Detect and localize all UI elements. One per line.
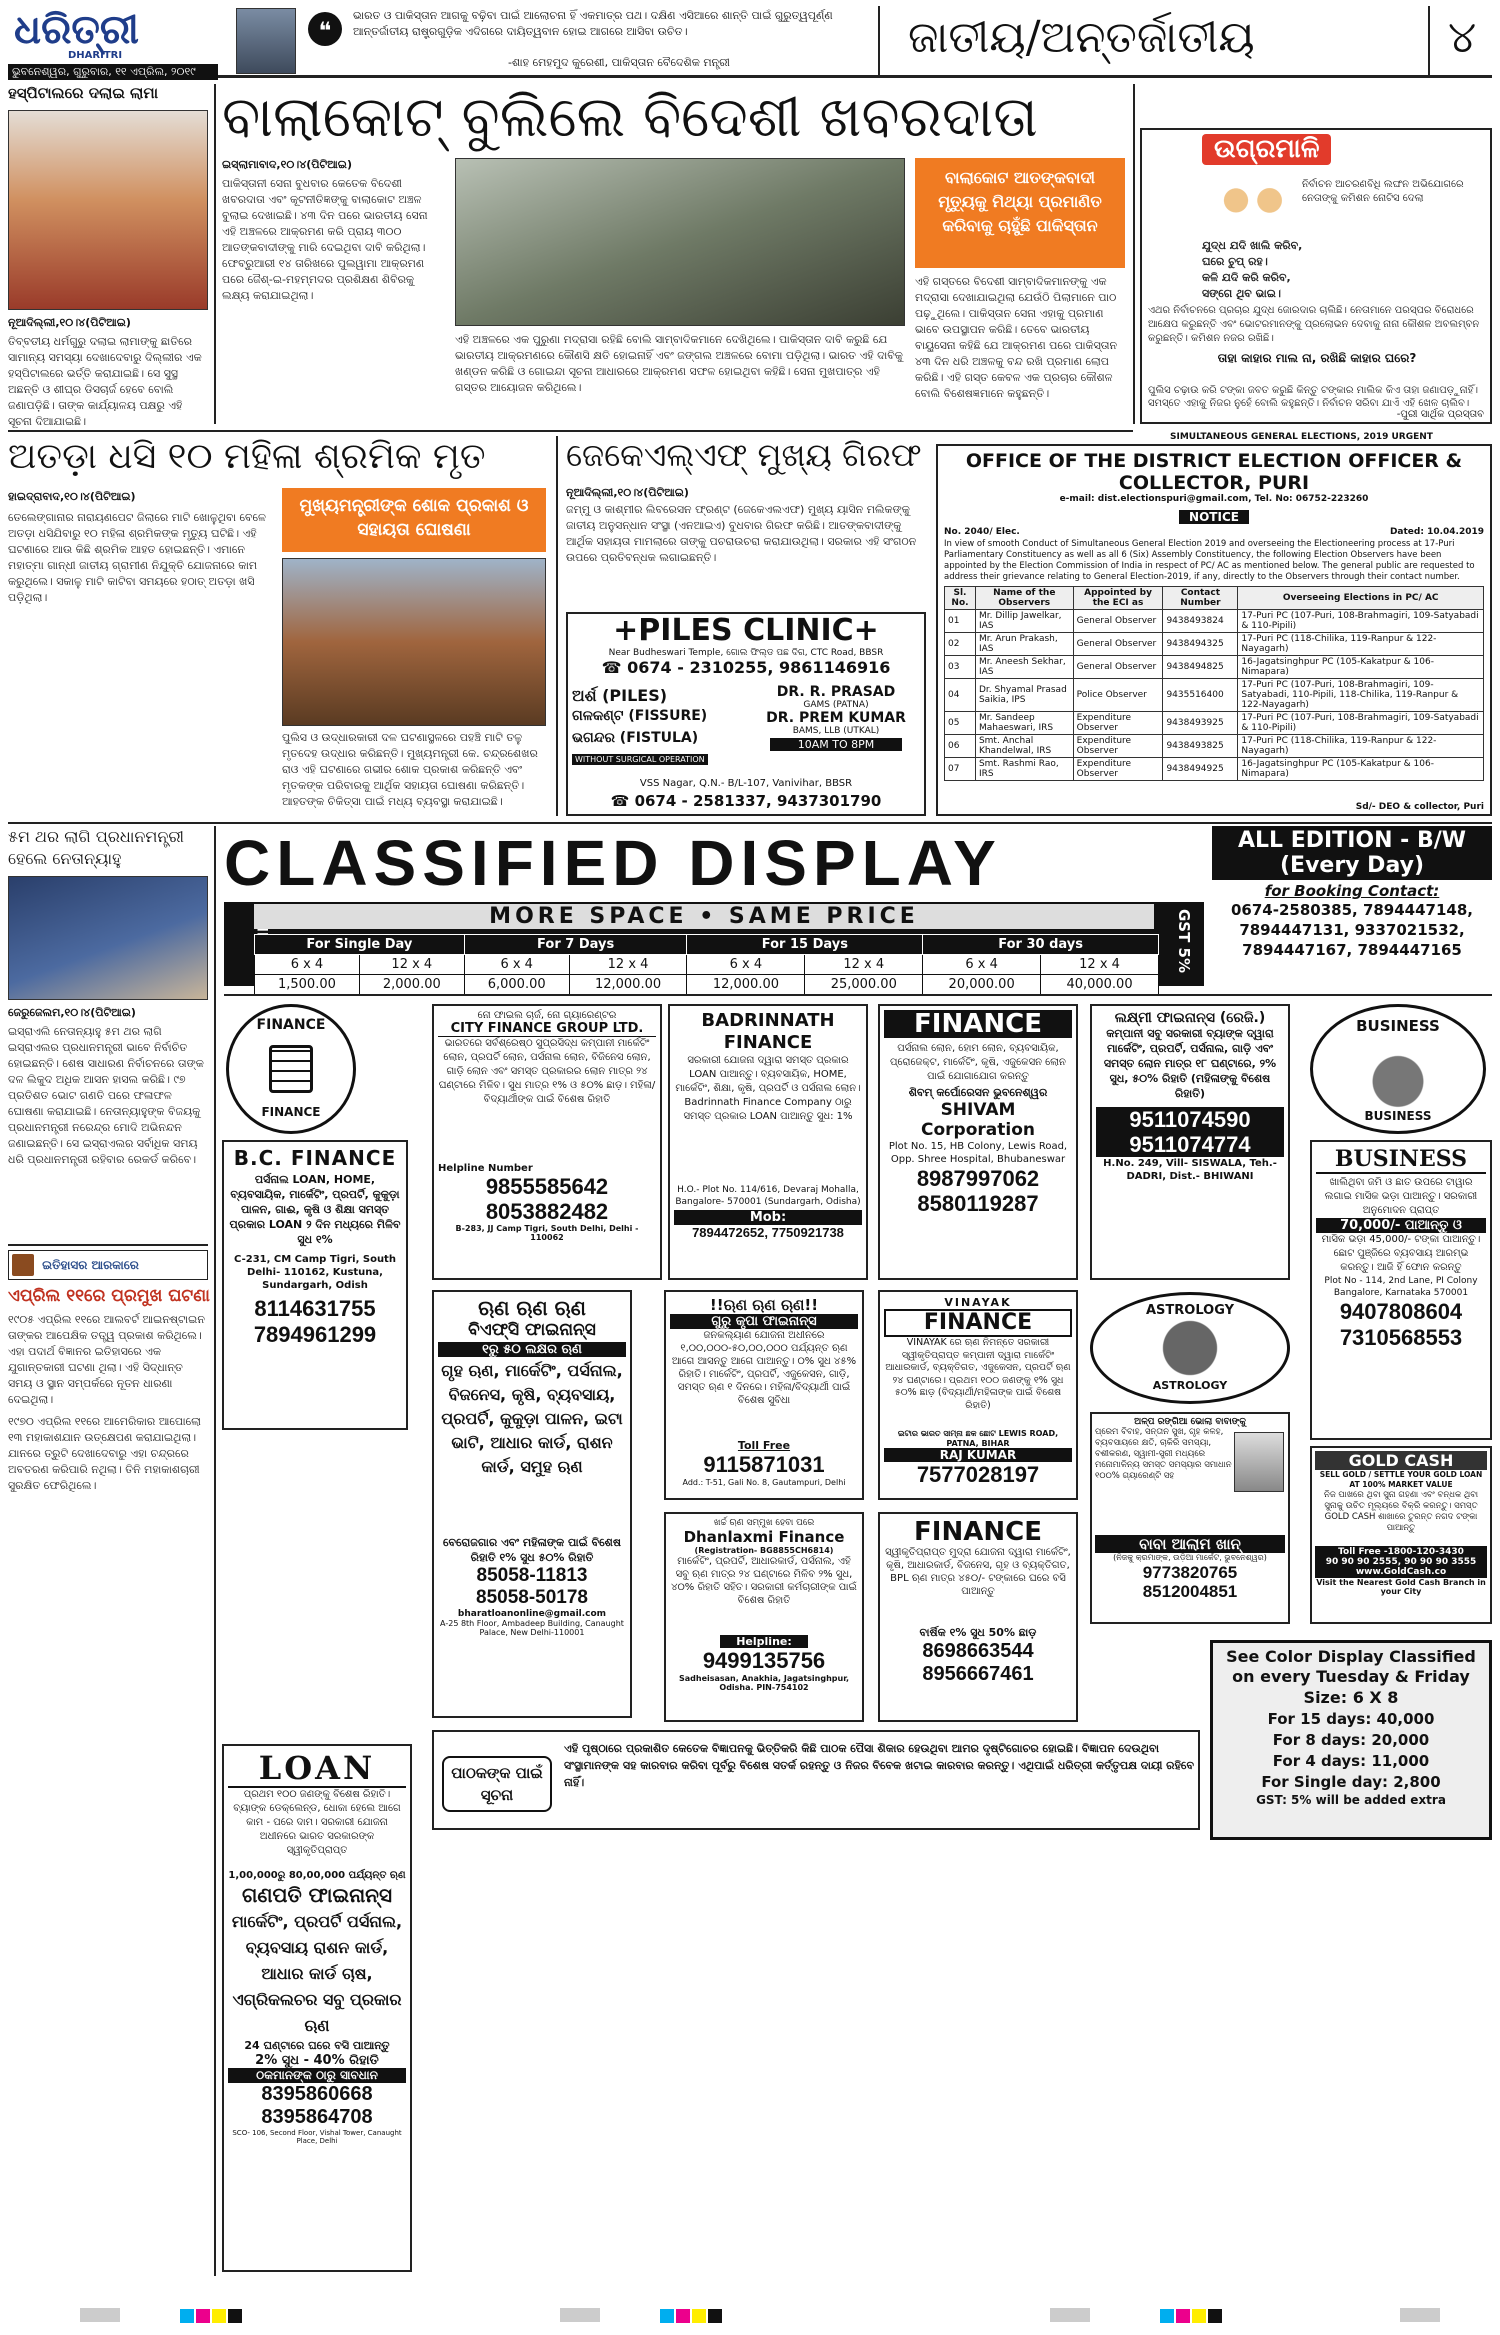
city-phones: 9855585642 8053882482 — [485, 1174, 609, 1224]
business-logo-text: BUSINESS — [1356, 1017, 1440, 1035]
observer-cell: 17-Puri PC (107-Puri, 108-Brahmagiri, 109-Satyabadi & 110-Pipili) — [1238, 610, 1484, 633]
tariff-size: 6 x 4 — [687, 955, 805, 975]
netanyahu-body: ଇସ୍ରାଏଲି ନେତାନ୍ୟାହୁ ୫ମ ଥର ଲାଗି ଇସ୍ରାଏଲର ପ୍ରଧାନମନ୍ତ୍ରୀ ଭାବେ ନିର୍ବାଚିତ ହୋଇଛନ୍ତି। ଶେଷ ସାଧାରଣ ନିର୍ବାଚନରେ ତାଙ୍କ ଦଳ ଲିକୁଦ ଅଧିକ ଆସନ ହାସଲ କରିଛି। ୯୭ ପ୍ରତିଶତ ଭୋଟ ଗଣତି ପରେ ଫଳାଫଳ ଘୋଷଣା କରାଯାଇଛି। ନେତାନ୍ୟାହୁଙ୍କ ବିଜୟକୁ ପ୍ରଧାନମନ୍ତ୍ରୀ ନରେନ୍ଦ୍ର ମୋଦି ଅଭିନନ୍ଦନ ଜଣାଇଛନ୍ତି। ସେ ଇସ୍ରାଏଲର ସର୍ବାଧିକ ସମୟ ଧରି ପ୍ରଧାନମନ୍ତ୍ରୀ ରହିବାର ରେକର୍ଡ କରିବେ। — [8, 1025, 204, 1166]
tariff-size: 12 x 4 — [805, 955, 923, 975]
guru-address: Add.: T-51, Gali No. 8, Gautampuri, Delhi — [682, 1478, 846, 1487]
city-body: ଭାରତରେ ସର୍ବଶ୍ରେଷ୍ଠ ସୁପ୍ରସିଦ୍ଧ କମ୍ପାନୀ ମାର୍କେଟିଂ ଲୋନ, ପ୍ରପର୍ଟି ଲୋନ, ପର୍ସନାଲ ଲୋନ, ବିଜିନେସ ଲୋନ, ଗାଡ଼ି ଲୋନ ଏବଂ ସମସ୍ତ ପ୍ରକାରର ଲୋନ ମାତ୍ର ୨୪ ଘଣ୍ଟାରେ ମିଳିବ। ସୁଧ ମାତ୍ର ୧% ଓ ୫୦% ଛାଡ଼। ମହିଳା/ବିଦ୍ୟାର୍ଥୀଙ୍କ ପାଇଁ ବିଶେଷ ରିହାତି — [438, 1038, 656, 1105]
edition-label: ALL EDITION - B/W — [1237, 828, 1467, 853]
city-finance — [432, 1004, 662, 1280]
loan-phones: 8395860668 8395864708 — [261, 2083, 373, 2128]
election-notice — [936, 444, 1492, 816]
vinayak-body: VINAYAK ରେ ଋଣ ନିମନ୍ତେ ସରକାରୀ ସ୍ୱୀକୃତିପ୍ରାପ୍ତ କମ୍ପାନୀ ଦ୍ୱାରା ମାର୍କେଟିଂ ଆଧାରକାର୍ଡ, ବ୍ୟକ୍ତିଗତ, ଏଜୁକେସନ, ପ୍ରପର୍ଟି ଋଣ ୨୪ ଘଣ୍ଟାରେ। ପ୍ରଥମ ୧୦୦ ଜଣଙ୍କୁ ୧% ସୁଧ ୫୦% ଛାଡ଼ (ବିଦ୍ୟାର୍ଥୀ/ମହିଳାଙ୍କ ପାଇଁ ବିଶେଷ ରିହାତି) — [885, 1337, 1071, 1411]
observer-cell: 01 — [945, 610, 976, 633]
guru-toll: Toll Free — [737, 1439, 791, 1452]
loan-ganapati-title: ଗଣପତି ଫାଇନାନ୍ସ — [242, 1883, 392, 1907]
shivam-phones: 8987997062 8580119287 — [916, 1166, 1040, 1216]
observer-cell: Smt. Rashmi Rao, IRS — [975, 758, 1073, 781]
observer-cell: 9438493825 — [1163, 735, 1238, 758]
ugramaali-verse: ଯୁଦ୍ଧ ଯଦି ଖାଲି କରିବ, ଘରେ ଚୁପ୍ ରହ। କଳି ଯଦି କରି କରିବ, ସଙ୍ଗେ ଥିବ ଭାଇ। — [1202, 239, 1303, 300]
observer-row — [945, 758, 1484, 781]
piles-phones2: ☎ 0674 - 2581337, 9437301790 — [610, 792, 882, 810]
ugramaali-body2: ପୁଲିସ ଚଢ଼ାଉ କରି ଟଙ୍କା ଜବତ କରୁଛି କିନ୍ତୁ ଟଙ୍କାର ମାଲିକ କିଏ ତାହା ଜଣାପଡ଼ୁନାହିଁ। ସମସ୍ତେ ଏହାକୁ ନିଜର ନୁହେଁ ବୋଲି କହୁଛନ୍ତି। ନିର୍ବାଚନ ସରିବା ଯାଏଁ ଏହି ଖେଳ ଚାଲିବ। — [1148, 385, 1479, 409]
jklf-body: ଜମ୍ମୁ ଓ କାଶ୍ମୀର ଲିବରେସନ ଫ୍ରଣ୍ଟ (ଜେକେଏଲଏଫ) ମୁଖ୍ୟ ୟାସିନ ମଲିକଙ୍କୁ ଜାତୀୟ ଅନୁସନ୍ଧାନ ସଂସ୍ଥା (ଏନଆଇଏ) ବୁଧବାର ଗିରଫ କରିଛି। ଆତଙ୍କବାଦୀଙ୍କୁ ଆର୍ଥିକ ସହାୟତା ମାମଲାରେ ତାଙ୍କୁ ପଚରାଉଚରା କରାଯାଉଥିଲା। ସରକାର ଏହି ସଂଗଠନ ଉପରେ ପ୍ରତିବନ୍ଧକ ଲଗାଇଛନ୍ତି। — [566, 503, 917, 564]
tariff-size: 12 x 4 — [359, 955, 464, 975]
ugramaali-box — [1140, 128, 1492, 424]
bc-title: B.C. FINANCE — [233, 1146, 397, 1170]
city-help-label: Helpline Number — [438, 1163, 533, 1174]
loan-body: ପ୍ରଥମ ୧୦୦ ଜଣଙ୍କୁ ବିଶେଷ ରିହାତି। ବ୍ୟାଙ୍କ ଡେକ୍ଲେନ୍ଡ, ଧୋକା ହେଲେ ଆଗେ କାମ - ପରେ ଦାମ। ସରକାରୀ ଯୋଜନା ଅଧୀନରେ ଭାରତ ସରକାରଙ୍କ ସ୍ୱୀକୃତିପ୍ରାପ୍ତ — [233, 1789, 401, 1856]
balakot-col3: ଏହି ଗସ୍ତରେ ବିଦେଶୀ ସାମ୍ବାଦିକମାନଙ୍କୁ ଏକ ମଦ୍ରାସା ଦେଖାଯାଇଥିଲା ଯେଉଁଠି ପିଲାମାନେ ପାଠ ପଢ଼ୁଥିଲେ। ପାକିସ୍ତାନ ସେନା ଏହାକୁ ପ୍ରମାଣ ଭାବେ ଉପସ୍ଥାପନ କରିଛି। ତେବେ ଭାରତୀୟ ବାୟୁସେନା କହିଛି ଯେ ଆକ୍ରମଣ ପରେ ପାକିସ୍ତାନ ୪୩ ଦିନ ଧରି ଅଞ୍ଚଳକୁ ବନ୍ଦ ରଖି ପ୍ରମାଣ ଲୋପ କରିଛି। ଏହି ଗସ୍ତ କେବଳ ଏକ ପ୍ରଚାର କୌଶଳ ବୋଲି ବିଶେଷଜ୍ଞମାନେ କହୁଛନ୍ତି। — [915, 275, 1118, 400]
loan-time: 24 ଘଣ୍ଟାରେ ଘରେ ବସି ପାଆନ୍ତୁ — [244, 2039, 390, 2052]
observer-cell: General Observer — [1073, 610, 1163, 633]
classified-title: CLASSIFIED DISPLAY — [224, 827, 1002, 899]
women-box: ମୁଖ୍ୟମନ୍ତ୍ରୀଙ୍କ ଶୋକ ପ୍ରକାଶ ଓ ସହାୟତା ଘୋଷଣା — [282, 488, 546, 552]
balakot-photo — [455, 158, 905, 326]
logo-sub: DHARITRI — [68, 50, 123, 61]
observer-row — [945, 656, 1484, 679]
vinayak-title: FINANCE — [884, 1309, 1072, 1337]
loan-title: LOAN — [228, 1750, 406, 1788]
masthead — [8, 6, 1492, 78]
rina-list: ଗୃହ ଋଣ, ମାର୍କେଟିଂ, ପର୍ସନାଲ, ବିଜନେସ, କୃଷି, ବ୍ୟବସାୟ, ପ୍ରପର୍ଟି, କୁକୁଡ଼ା ପାଳନ, ଇଟା ଭାଟି, ଆଧାର କାର୍ଡ, ରାଶନ କାର୍ଡ, ସମୁହ ଋଣ — [441, 1361, 623, 1476]
observer-cell: 06 — [945, 735, 976, 758]
observer-cell: 9438493925 — [1163, 712, 1238, 735]
shivam-name-en: SHIVAM Corporation — [921, 1100, 1035, 1140]
observer-cell: 03 — [945, 656, 976, 679]
election-email: e-mail: dist.electionspuri@gmail.com, Tel. No: 06752-223260 — [1059, 494, 1369, 504]
logo: ଧରିତ୍ରୀ — [14, 6, 139, 53]
observer-cell: Mr. Arun Prakash, IAS — [975, 633, 1073, 656]
bc-phones: 8114631755 7894961299 — [253, 1296, 377, 1347]
netanyahu-headline: ୫ମ ଥର ଲାଗି ପ୍ରଧାନମନ୍ତ୍ରୀ ହେଲେ ନେତାନ୍ୟାହୁ — [8, 827, 185, 868]
baba-address: (ନିଜକୁ କ୍ରମାଙ୍କ, ଉଡ଼ିଆ ମାର୍କେଟ, ଭୁବନେଶ୍ୱର) — [1113, 1553, 1267, 1562]
astrology-logo — [1090, 1292, 1290, 1404]
tariff-period: For 7 Days — [464, 935, 687, 955]
astrology-text-2: ASTROLOGY — [1152, 1379, 1228, 1392]
gold-title: GOLD CASH — [1315, 1451, 1487, 1470]
tariff-block — [224, 902, 1204, 992]
history-tag — [8, 1250, 208, 1280]
piles-l4: WITHOUT SURGICAL OPERATION — [572, 754, 708, 765]
readers-notice — [432, 1730, 1200, 1830]
badrinnath-phones: 7894472652, 7750921738 — [692, 1225, 844, 1240]
shivam-finance — [878, 1004, 1078, 1280]
business-amount: 70,000/- ପାଆନ୍ତୁ ଓ — [1316, 1218, 1486, 1233]
lakshmi-address: H.No. 249, Vill- SISWALA, Teh.- DADRI, Dist.- BHIWANI — [1103, 1158, 1277, 1182]
observer-cell: 9438494925 — [1163, 758, 1238, 781]
observer-row — [945, 735, 1484, 758]
finance2-title: FINANCE — [914, 1517, 1042, 1547]
election-top: SIMULTANEOUS GENERAL ELECTIONS, 2019 URGENT — [1170, 432, 1433, 442]
notice-body: ଏହି ପୃଷ୍ଠାରେ ପ୍ରକାଶିତ କେତେକ ବିଜ୍ଞାପନକୁ ଭିତ୍ତିକରି କିଛି ପାଠକ ପୈସା ଶିକାର ହେଉଥିବା ଆମର ଦୃଷ୍ଟିଗୋଚର ହୋଇଛି। ବିଜ୍ଞାପନ ଦେଉଥିବା ସଂସ୍ଥାମାନଙ୍କ ସହ କାରବାର କରିବା ପୂର୍ବରୁ ବିଶେଷ ସତର୍କ ରହନ୍ତୁ ଓ ନିଜର ବିବେକ ଖଟାଇ କାରବାର କରନ୍ତୁ। ଏଥିପାଇଁ ଧରିତ୍ରୀ କର୍ତ୍ତୃପକ୍ଷ ଦାୟୀ ରହିବେ ନାହିଁ। — [564, 1742, 1194, 1789]
women-dateline: ହାଇଦ୍ରାବାଦ,୧୦।୪(ପିଟିଆଇ) — [8, 490, 136, 503]
doctor-1-qual: GAMS (PATNA) — [803, 700, 869, 710]
ugramaali-title: ଉଗ୍ରମାଳି — [1202, 134, 1331, 165]
balakot-dateline: ଇସ୍ଲାମାବାଦ,୧୦।୪(ପିଟିଆଇ) — [222, 158, 352, 171]
booking-label: for Booking Contact: — [1264, 882, 1440, 900]
city-address: B-283, JJ Camp Tigri, South Delhi, Delhi - 110062 — [455, 1224, 639, 1242]
bc-address: C-231, CM Camp Tigri, South Delhi- 110162, Kustuna, Sundargarh, Odish — [234, 1254, 396, 1291]
gold-web: www.GoldCash.co — [1355, 1567, 1447, 1577]
loan-amount: 1,00,000ରୁ 80,00,000 ପର୍ଯ୍ୟନ୍ତ ଋଣ — [228, 1870, 406, 1881]
observer-cell: Expenditure Observer — [1073, 735, 1163, 758]
color-rate: For 4 days: 11,000 — [1272, 1752, 1430, 1770]
election-body: In view of smooth Conduct of Simultaneous General Election 2019 and overseeing the Electioneering process at 17-Puri Parliamentary Constituency as well as all 6 (Six) Assembly Constituency, the following Election Observers have been appointed by the Election Commission of India in respect of PC/ AC as mentioned below. The general public are requested to address their grievance relating to General Election-2019, if any, directly to the Observers through their contact number. — [944, 539, 1475, 582]
baba-alam-khan — [1090, 1412, 1290, 1624]
finance-calc-icon — [269, 1045, 313, 1093]
rina-title: ଋଣ ଋଣ ଋଣ — [478, 1296, 586, 1320]
business-address: Plot No - 114, 2nd Lane, PI Colony Bangalore, Karnataka 570001 — [1324, 1276, 1478, 1298]
election-no: No. 2040/ Elec. — [944, 527, 1020, 537]
astrology-text: ASTROLOGY — [1145, 1303, 1235, 1318]
observer-cell: General Observer — [1073, 633, 1163, 656]
history-headline: ଏପ୍ରିଲ ୧୧ରେ ପ୍ରମୁଖ ଘଟଣା — [8, 1286, 210, 1306]
observer-cell: 9438494325 — [1163, 633, 1238, 656]
doctor-2-qual: BAMS, LLB (UTKAL) — [792, 726, 880, 736]
netanyahu-photo — [8, 876, 208, 1000]
baba-body: ପ୍ରେମ ବିବାହ, ସନ୍ତାନ ସୁଖ, ଗୃହ କଳହ, ବ୍ୟବସାୟରେ କ୍ଷତି, ଚାକିରି ସମସ୍ୟା, ବଶୀକରଣ, ସ୍ୱାମୀ-ସ୍ତ୍ରୀ ମଧ୍ୟରେ ମନୋମାଳିନ୍ୟ ସମସ୍ତ ସମସ୍ୟାର ସମାଧାନ ୧୦୦% ଗ୍ୟାରେଣ୍ଟି ସହ — [1095, 1427, 1232, 1481]
lakshmi-finance — [1090, 1004, 1290, 1280]
shivam-name: ଶିବମ୍ କର୍ପୋରେସନ ଭୁବନେଶ୍ୱର — [908, 1086, 1048, 1099]
finance2-offer: ବାର୍ଷିକ ୧% ସୁଧ 50% ଛାଡ଼ — [919, 1626, 1037, 1639]
cartoon-icon — [1212, 178, 1292, 234]
guru-phone: 9115871031 — [703, 1452, 825, 1477]
color-rates — [1217, 1709, 1485, 1793]
tariff-table — [254, 934, 1159, 995]
dhan-reg: (Registration- BG8855CH6814) — [694, 1546, 834, 1555]
color-title: See Color Display Classified on every Tuesday & Friday — [1226, 1647, 1476, 1686]
finance2-body: ସ୍ୱୀକୃତିପ୍ରାପ୍ତ ମୁଦ୍ରା ଯୋଜନା ଦ୍ୱାରା ମାର୍କେଟିଂ, କୃଷି, ଆଧାରକାର୍ଡ, ବିଜନେସ, ଗୃହ ଓ ବ୍ୟକ୍ତିଗତ, BPL ଋଣ ମାତ୍ର ୪୫୦/- ଟଙ୍କାରେ ଘରେ ବସି ପାଆନ୍ତୁ — [885, 1547, 1071, 1597]
dhan-phone: 9499135756 — [702, 1648, 826, 1673]
observer-cell: Mr. Aneesh Sekhar, IAS — [975, 656, 1073, 679]
guru-kripa — [664, 1290, 864, 1500]
page-number: ୪ — [1448, 12, 1477, 63]
gold-cash — [1310, 1446, 1492, 1624]
finance-logo-text: FINANCE — [256, 1017, 326, 1033]
balakot-headline: ବାଲାକୋଟ୍ ବୁଲିଲେ ବିଦେଶୀ ଖବରଦାତା — [222, 85, 1038, 150]
business-title: BUSINESS — [1316, 1146, 1486, 1174]
color-gst: GST: 5% will be added extra — [1256, 1793, 1446, 1807]
history-icon — [12, 1254, 34, 1276]
observer-cell: 17-Puri PC (107-Puri, 108-Brahmagiri, 109-Satyabadi & 110-Pipili) — [1238, 712, 1484, 735]
observer-row — [945, 610, 1484, 633]
observer-cell: Expenditure Observer — [1073, 712, 1163, 735]
observer-cell: Expenditure Observer — [1073, 758, 1163, 781]
observer-cell: 05 — [945, 712, 976, 735]
loan-box — [222, 1744, 412, 2272]
dhan-title: Dhanlaxmi Finance — [683, 1528, 845, 1546]
tariff-price: 12,000.00 — [569, 975, 687, 995]
gold-foot: Visit the Nearest Gold Cash Branch in your City — [1316, 1578, 1486, 1596]
vinayak-name: RAJ KUMAR — [884, 1448, 1072, 1462]
baba-top: ଅଳ୍ପ ରଙ୍ଗିଆ ଭୋଲା ବାବାଙ୍କୁ — [1134, 1417, 1246, 1427]
tariff-price: 40,000.00 — [1041, 975, 1159, 995]
bc-body: ପର୍ସନାଲ LOAN, HOME, ବ୍ୟବସାୟିକ, ମାର୍କେଟିଂ, ପ୍ରପର୍ଟି, କୁକୁଡ଼ା ପାଳନ, ଗାଈ, କୃଷି ଓ ଶିକ୍ଷା ସମସ୍ତ ପ୍ରକାର LOAN ୨ ଦିନ ମଧ୍ୟରେ ମିଳିବ ସୁଧ ୧% — [229, 1173, 401, 1246]
dalai-lama-story — [8, 84, 208, 428]
gst-label: GST 5% — [1175, 908, 1193, 974]
piles-l3: ଭଗନ୍ଦର (FISTULA) — [572, 730, 699, 746]
balakot-col1: ପାକିସ୍ତାନୀ ସେନା ବୁଧବାର କେତେକ ବିଦେଶୀ ଖବରଦାତା ଏବଂ କୂଟନୀତିଜ୍ଞଙ୍କୁ ବାଲାକୋଟ ଅଞ୍ଚଳ ବୁଲାଇ ଦେଖାଇଛି। ୪୩ ଦିନ ପରେ ଭାରତୀୟ ସେନା ଏହି ଅଞ୍ଚଳରେ ଆକ୍ରମଣ କରି ପ୍ରାୟ ୩୦୦ ଆତଙ୍କବାଦୀଙ୍କୁ ମାରି ଦେଇଥିବା ଦାବି କରିଥିଲା। ଫେବ୍ରୁଆରୀ ୧୪ ତାରିଖରେ ପୁଲୱାମା ଆକ୍ରମଣ ପରେ ଜୈଶ୍-ଇ-ମହମ୍ମଦର ପ୍ରଶିକ୍ଷଣ ଶିବିରକୁ ଲକ୍ଷ୍ୟ କରାଯାଇଥିଲା। — [222, 177, 428, 302]
women-photo — [282, 558, 546, 726]
lakshmi-phones: 9511074590 9511074774 — [1096, 1107, 1284, 1157]
observer-cell: 9438493824 — [1163, 610, 1238, 633]
tariff-price: 25,000.00 — [805, 975, 923, 995]
tariff-period: For 30 days — [923, 935, 1159, 955]
gold-sub: SELL GOLD / SETTLE YOUR GOLD LOAN AT 100% MARKET VALUE — [1319, 1470, 1483, 1489]
business-body: ଖାଲିଥିବା ଜମି ଓ ଛାତ ଉପରେ ଟାୱାର ଲଗାଇ ମାସିକ ଭଡ଼ା ପାଆନ୍ତୁ। ସରକାରୀ ଅନୁମୋଦନ ପ୍ରାପ୍ତ — [1324, 1177, 1478, 1216]
tariff-price: 2,000.00 — [359, 975, 464, 995]
loan-types: ମାର୍କେଟିଂ, ପ୍ରପର୍ଟି ପର୍ସନାଲ, ବ୍ୟବସାୟ ରାଶନ କାର୍ଡ, ଆଧାର କାର୍ଡ ଚାଷ, ଏଗ୍ରିକଲଚର ସବୁ ପ୍ରକାର ଋଣ — [231, 1912, 403, 2035]
business-phones: 9407808604 7310568553 — [1339, 1299, 1463, 1350]
business-logo — [1310, 1004, 1486, 1134]
balakot-callout: ବାଲାକୋଟ ଆତଙ୍କବାଦୀ ମୃତ୍ୟୁକୁ ମିଥ୍ୟା ପ୍ରମାଣିତ କରିବାକୁ ଚାହୁଁଛି ପାକିସ୍ତାନ — [915, 158, 1125, 268]
dalai-body: ତିବ୍ବତୀୟ ଧର୍ମଗୁରୁ ଦଲାଇ ଲାମାଙ୍କୁ ଛାତିରେ ସାମାନ୍ୟ ସମସ୍ୟା ଦେଖାଦେବାରୁ ଦିଲ୍ଲୀର ଏକ ହସ୍ପିଟାଲରେ ଭର୍ତ୍ତି କରାଯାଇଛି। ସେ ସୁସ୍ଥ ଅଛନ୍ତି ଓ ଶୀଘ୍ର ଡିସଚାର୍ଜ ହେବେ ବୋଲି ଜଣାପଡ଼ିଛି। ତାଙ୍କ କାର୍ଯ୍ୟାଳୟ ପକ୍ଷରୁ ଏହି ସୂଚନା ଦିଆଯାଇଛି। — [8, 335, 202, 428]
tariff-price: 6,000.00 — [464, 975, 569, 995]
rina-bfc — [432, 1290, 632, 1718]
observer-cell: 17-Puri PC (118-Chilika, 119-Ranpur & 122-Nayagarh) — [1238, 735, 1484, 758]
history-p2: ୧୯୭୦ ଏପ୍ରିଲ ୧୧ରେ ଆମେରିକାର ଆପୋଲୋ ୧୩ ମହାକାଶଯାନ ଉତ୍କ୍ଷେପଣ କରାଯାଇଥିଲା। ଯାନରେ ତ୍ରୁଟି ଦେଖାଦେବାରୁ ଏହା ଚନ୍ଦ୍ରରେ ଅବତରଣ କରିପାରି ନଥିଲା। ତିନି ମହାକାଶଚାରୀ ସୁରକ୍ଷିତ ଫେରିଥିଲେ। — [8, 1415, 201, 1492]
ugramaali-body: ଏଥର ନିର୍ବାଚନରେ ପ୍ରଚାର ଯୁଦ୍ଧ ଜୋରଦାର ଚାଲିଛି। ନେତାମାନେ ପରସ୍ପର ବିରୋଧରେ ଆକ୍ଷେପ କରୁଛନ୍ତି ଏବଂ ଭୋଟରମାନଙ୍କୁ ପ୍ରଲୋଭନ ଦେବାକୁ ନାନା କୌଶଳ ଅବଲମ୍ବନ କରୁଛନ୍ତି। କମିଶନ ନଜର ରଖିଛି। — [1148, 305, 1480, 344]
tariff-period: For Single Day — [255, 935, 465, 955]
observer-row — [945, 712, 1484, 735]
history-p1: ୧୯୦୫ ଏପ୍ରିଲ ୧୧ରେ ଆଲବର୍ଟ ଆଇନଷ୍ଟାଇନ ତାଙ୍କର ଆପେକ୍ଷିକ ତତ୍ତ୍ୱ ପ୍ରକାଶ କରିଥିଲେ। ଏହା ପଦାର୍ଥ ବିଜ୍ଞାନର ଇତିହାସରେ ଏକ ଯୁଗାନ୍ତକାରୀ ଘଟଣା ଥିଲା। ଏହି ସିଦ୍ଧାନ୍ତ ସମୟ ଓ ସ୍ଥାନ ସମ୍ପର୍କରେ ନୂତନ ଧାରଣା ଦେଇଥିଲା। — [8, 1313, 205, 1406]
observer-cell: General Observer — [1073, 656, 1163, 679]
dateline: ଭୁବନେଶ୍ୱର, ଗୁରୁବାର, ୧୧ ଏପ୍ରିଲ, ୨୦୧୯ — [8, 64, 218, 80]
piles-clinic-ad — [566, 612, 926, 816]
badrinnath-finance — [668, 1004, 868, 1280]
loan-offer: 2% ସୁଧ - 40% ରିହାତି — [255, 2053, 379, 2068]
edition-box — [1212, 826, 1492, 880]
tariff-size: 6 x 4 — [255, 955, 360, 975]
everyday-label: (Every Day) — [1279, 853, 1425, 878]
observers-col-header: Overseeing Elections in PC/ AC — [1238, 587, 1484, 610]
dhan-address: Sadheisasan, Anakhia, Jagatsinghpur, Odisha. PIN-754102 — [678, 1674, 850, 1692]
observers-table — [944, 586, 1484, 781]
guru-title: !!ଋଣ ଋଣ ଋଣ!! — [709, 1296, 819, 1314]
section-title: ଜାତୀୟ/ଅନ୍ତର୍ଜାତୀୟ — [908, 12, 1255, 63]
loan-warn: ଠକମାନଙ୍କ ଠାରୁ ସାବଧାନ — [228, 2068, 406, 2083]
loan-address: SCO- 106, Second Floor, Vishal Tower, Canaught Place, Delhi — [232, 2129, 402, 2145]
balakot-col2: ଏହି ଅଞ୍ଚଳରେ ଏକ ପୁରୁଣା ମଦ୍ରାସା ରହିଛି ବୋଲି ସାମ୍ବାଦିକମାନେ ଦେଖିଥିଲେ। ପାକିସ୍ତାନ ଦାବି କରୁଛି ଯେ ଭାରତୀୟ ଆକ୍ରମଣରେ କୌଣସି କ୍ଷତି ହୋଇନାହିଁ ଏବଂ ଜଙ୍ଗଲ ଅଞ୍ଚଳରେ ବୋମା ପଡ଼ିଥିଲା। ଭାରତ ଏହି ଦାବିକୁ ଖଣ୍ଡନ କରିଛି ଓ ଗୋଇନ୍ଦା ସୂଚନା ଆଧାରରେ ଆକ୍ରମଣ ସଫଳ ହୋଇଥିବା କହିଛି। ସେନା ମୁଖପାତ୍ର ଏହି ଗସ୍ତର ଆୟୋଜନ କରିଥିଲେ। — [455, 333, 903, 394]
finance2-phones: 8698663544 8956667461 — [922, 1640, 1034, 1685]
booking-phones: 0674-2580385, 7894447148, 7894447131, 9337021532, 7894447167, 7894447165 — [1230, 901, 1474, 959]
observer-cell: 07 — [945, 758, 976, 781]
ugramaali-intro: ନିର୍ବାଚନ ଆଚରଣବିଧି ଲଙ୍ଘନ ଅଭିଯୋଗରେ ନେତାଙ୍କୁ କମିଶନ ନୋଟିସ ଦେଲା — [1302, 179, 1464, 204]
tariff-size: 6 x 4 — [923, 955, 1041, 975]
observer-cell: Police Observer — [1073, 679, 1163, 712]
dhanlaxmi-finance — [664, 1512, 864, 1722]
shivam-title: FINANCE — [884, 1010, 1072, 1038]
observer-cell: 17-Puri PC (107-Puri, 108-Brahmagiri, 109-Satyabadi, 110-Pipili, 118-Chilika, 119-Ranpur & 122-Nayagarh) — [1238, 679, 1484, 712]
tariff-size: 12 x 4 — [569, 955, 687, 975]
color-size: Size: 6 X 8 — [1303, 1688, 1399, 1707]
dhan-help: Helpline: — [720, 1635, 808, 1648]
election-sign: Sd/- DEO & collector, Puri — [1355, 802, 1484, 812]
quote-text: ଭାରତ ଓ ପାକିସ୍ତାନ ଆଗକୁ ବଢ଼ିବା ପାଇଁ ଆଲୋଚନା ହିଁ ଏକମାତ୍ର ପଥ। ଦକ୍ଷିଣ ଏସିଆରେ ଶାନ୍ତି ପାଇଁ ଗୁରୁତ୍ୱପୂର୍ଣ୍ଣ ଆନ୍ତର୍ଜାତୀୟ ରାଷ୍ଟ୍ରଗୁଡ଼ିକ ଏଦିଗରେ ଦାୟିତ୍ୱବାନ ହୋଇ ଆଗରେ ଆସିବା ଉଚିତ। — [353, 9, 833, 38]
jklf-dateline: ନୂଆଦିଲ୍ଲୀ,୧୦।୪(ପିଟିଆଇ) — [566, 486, 689, 499]
dalai-photo — [8, 110, 208, 310]
rina-offer: ବେରୋଜଗାର ଏବଂ ମହିଳାଙ୍କ ପାଇଁ ବିଶେଷ ରିହାତି ୧% ସୁଧ ୫୦% ରିହାତି — [443, 1536, 621, 1564]
business-logo-text-2: BUSINESS — [1364, 1109, 1432, 1123]
observer-cell: 9435516400 — [1163, 679, 1238, 712]
registration-marks — [0, 2300, 1500, 2330]
quote-author: -ଶାହ ମେହମୁଦ କୁରେଶୀ, ପାକିସ୍ତାନ ବୈଦେଶିକ ମନ୍ତ୍ରୀ — [508, 56, 730, 69]
booking-block — [1212, 826, 1492, 986]
piles-addr2: VSS Nagar, Q.N.- B/L-107, Vanivihar, BBSR — [639, 778, 853, 789]
lakshmi-body: କମ୍ପାନୀ ସବୁ ସରକାରୀ ବ୍ୟାଙ୍କ ଦ୍ୱାରା ମାର୍କେଟିଂ, ପ୍ରପର୍ଟି, ପର୍ସନାଲ, ଗାଡ଼ି ଏବଂ ସମସ୍ତ ଲୋନ ମାତ୍ର ୧୮ ଘଣ୍ଟାରେ, ୨% ସୁଧ, ୫୦% ରିହାତି (ମହିଳାଙ୍କୁ ବିଶେଷ ରିହାତି) — [1103, 1027, 1277, 1100]
observer-cell: Mr. Sandeep Mahaeswari, IRS — [975, 712, 1073, 735]
vinayak-phone: 7577028197 — [916, 1462, 1040, 1487]
guru-sub: ଗୁରୁ କୃପା ଫାଇନାନ୍ସ — [670, 1314, 858, 1329]
vinayak-tag: VINAYAK — [944, 1296, 1012, 1309]
gold-toll: Toll Free -1800-120-3430 — [1338, 1547, 1464, 1557]
election-date: Dated: 10.04.2019 — [1389, 527, 1484, 537]
shivam-body: ପର୍ସନାଲ ଲୋନ, ହୋମ ଲୋନ, ବ୍ୟବସାୟିକ, ପ୍ରୋଜେକ୍ଟ, ମାର୍କେଟିଂ, କୃଷି, ଏଜୁକେସନ ଲୋନ ପାଇଁ ଯୋଗାଯୋଗ କରନ୍ତୁ — [890, 1043, 1066, 1082]
tariff-size: 12 x 4 — [1041, 955, 1159, 975]
business-ad — [1310, 1140, 1492, 1440]
color-rate: For Single day: 2,800 — [1261, 1773, 1441, 1791]
city-title: CITY FINANCE GROUP LTD. — [438, 1021, 656, 1037]
observer-cell: Smt. Anchal Khandelwal, IRS — [975, 735, 1073, 758]
jklf-headline: ଜେକେଏଲ୍‌ଏଫ୍ ମୁଖ୍ୟ ଗିରଫ — [566, 436, 922, 474]
observers-col-header: Appointed by the ECI as — [1073, 587, 1163, 610]
clinic-hours: 10AM TO 8PM — [770, 738, 902, 751]
badrinnath-body: ସରକାରୀ ଯୋଜନା ଦ୍ୱାରା ସମସ୍ତ ପ୍ରକାର LOAN ପାଆନ୍ତୁ। ବ୍ୟବସାୟିକ, HOME, ମାର୍କେଟିଂ, ଶିକ୍ଷା, କୃଷି, ପ୍ରପର୍ଟି ଓ ପର୍ସନାଲ ଲୋନ। Badrinnath Finance Company ଠାରୁ ସମସ୍ତ ପ୍ରକାର LOAN ପାଆନ୍ତୁ ସୁଧ: 1% — [675, 1055, 861, 1122]
dhan-top: ଖର୍ଚ୍ଚ ଋଣ ସମ୍ମୁଖ ହେବା ପରେ — [713, 1518, 815, 1528]
tariff-period: For 15 Days — [687, 935, 923, 955]
quote-icon: ❝ — [308, 12, 342, 46]
observer-cell: 9438494825 — [1163, 656, 1238, 679]
observer-cell: 04 — [945, 679, 976, 712]
observer-cell: Mr. Dillip Jawelkar, IAS — [975, 610, 1073, 633]
observer-row — [945, 633, 1484, 656]
finance-logo-text-2: FINANCE — [261, 1105, 321, 1119]
dalai-title: ହସ୍ପିଟାଲରେ ଦଲାଇ ଲାମା — [8, 84, 159, 102]
gold-contact — [1315, 1546, 1487, 1578]
more-space: MORE SPACE • SAME PRICE — [254, 904, 1154, 929]
netanyahu-dateline: ଜେରୁଜେଲମ,୧୦।୪(ପିଟିଆଇ) — [8, 1006, 136, 1019]
rina-address: A-25 8th Floor, Ambadeep Building, Canaught Palace, New Delhi-110001 — [440, 1619, 624, 1637]
business-body2: ମାସିକ ଭଡ଼ା 45,000/- ଟଙ୍କା ପାଆନ୍ତୁ। ଛୋଟ ପୁଞ୍ଜିରେ ବ୍ୟବସାୟ ଆରମ୍ଭ କରନ୍ତୁ। ଆଜି ହିଁ ଫୋନ କରନ୍ତୁ — [1321, 1234, 1481, 1273]
minister-photo — [236, 8, 296, 74]
piles-l1: ଅର୍ଶ (PILES) — [572, 686, 668, 705]
badrinnath-mob-label: Mob: — [674, 1210, 862, 1225]
history-tag-text: ଇତିହାସର ଆରକାରେ — [42, 1258, 139, 1272]
piles-phones: ☎ 0674 - 2310255, 9861146916 — [601, 658, 891, 677]
dalai-dateline: ନୂଆଦିଲ୍ଲୀ,୧୦।୪(ପିଟିଆଇ) — [8, 316, 131, 329]
baba-phones: 9773820765 8512004851 — [1142, 1563, 1238, 1601]
rina-phones: 85058-11813 85058-50178 — [476, 1565, 588, 1608]
tariff-price: 12,000.00 — [687, 975, 805, 995]
women-col1: ତେଲେଙ୍ଗାନାର ନାରାୟଣପେଟ ଜିଲାରେ ମାଟି ଖୋଳୁଥିବା ବେଳେ ଅତଡ଼ା ଧସିଯିବାରୁ ୧୦ ମହିଳା ଶ୍ରମିକଙ୍କ ମୃତ୍ୟୁ ଘଟିଛି। ଏହି ଘଟଣାରେ ଆଉ କିଛି ଶ୍ରମିକ ଆହତ ହୋଇଛନ୍ତି। ଏମାନେ ମହାତ୍ମା ଗାନ୍ଧୀ ଜାତୀୟ ଗ୍ରାମୀଣ ନିଯୁକ୍ତି ଯୋଜନାରେ କାମ କରୁଥିଲେ। ସକାଳୁ ମାଟି କାଟିବା ସମୟରେ ହଠାତ୍ ଅତଡ଼ା ଖସି ପଡ଼ିଥିଲା। — [8, 511, 266, 604]
color-rate: For 15 days: 40,000 — [1267, 1710, 1435, 1728]
vinayak-finance — [878, 1290, 1078, 1500]
city-top: ନୋ ଫାଇଲ ଚାର୍ଜ, ନୋ ଗ୍ୟାରେଣ୍ଟର — [477, 1010, 617, 1021]
guru-body: ଜନକଲ୍ୟାଣ ଯୋଜନା ଅଧୀନରେ ୧,୦୦,୦୦୦-୫୦,୦୦,୦୦୦ ପର୍ଯ୍ୟନ୍ତ ଋଣ ଆଗେ ଆସନ୍ତୁ ଆଗେ ପାଆନ୍ତୁ। ୦% ସୁଧ ୪୫% ରିହାତି। ମାର୍କେଟିଂ, ପ୍ରପର୍ଟି, ଏଜୁକେସନ, ଗାଡ଼ି, ସମସ୍ତ ଋଣ ୧ ଦିନରେ। ମହିଳା/ବିଦ୍ୟାର୍ଥୀ ପାଇଁ ବିଶେଷ ସୁବିଧା — [671, 1330, 857, 1406]
election-title: OFFICE OF THE DISTRICT ELECTION OFFICER & COLLECTOR, PURI — [965, 450, 1463, 494]
finance-logo — [226, 1004, 356, 1134]
shivam-address: Plot No. 15, HB Colony, Lewis Road, Opp. Shree Hospital, Bhubaneswar — [888, 1141, 1068, 1165]
observers-col-header: Contact Number — [1163, 587, 1238, 610]
observer-cell: 02 — [945, 633, 976, 656]
observer-cell: 16-Jagatsinghpur PC (105-Kakatpur & 106-Nimapara) — [1238, 656, 1484, 679]
observer-cell: 16-Jagatsinghpur PC (105-Kakatpur & 106-Nimapara) — [1238, 758, 1484, 781]
finance-2 — [878, 1512, 1078, 1722]
doctor-2: DR. PREM KUMAR — [766, 710, 906, 726]
dhan-body: ମାର୍କେଟିଂ, ପ୍ରପର୍ଟି, ଆଧାରକାର୍ଡ, ପର୍ସନାଲ, ଏହି ସବୁ ଋଣ ମାତ୍ର ୨୪ ଘଣ୍ଟାରେ ମିଳିବ ୨% ସୁଧ, ୪୦% ରିହାତି ସହିତ। ସରକାରୀ କର୍ମଚାରୀଙ୍କ ପାଇଁ ବିଶେଷ ରିହାତି — [671, 1556, 857, 1606]
tariff-price: 20,000.00 — [923, 975, 1041, 995]
observer-row — [945, 679, 1484, 712]
gold-body: ନିଜ ପାଖରେ ଥିବା ସୁନା ଗହଣା ଏବଂ ବନ୍ଧକ ଥିବା ସୁନାକୁ ଉଚିତ ମୂଲ୍ୟରେ ବିକ୍ରି କରନ୍ତୁ। ସମସ୍ତ GOLD CASH ଶାଖାରେ ତୁରନ୍ତ ନଗଦ ଟଙ୍କା ପାଆନ୍ତୁ — [1323, 1490, 1479, 1533]
rina-range: ୧ରୁ ୫୦ ଲକ୍ଷର ଋଣ — [438, 1342, 626, 1357]
women-headline: ଅତଡ଼ା ଧସି ୧୦ ମହିଳା ଶ୍ରମିକ ମୃତ — [8, 436, 486, 477]
bc-finance — [222, 1140, 408, 1430]
piles-l2: ଗଳକଣ୍ଟ (FISSURE) — [572, 708, 708, 724]
rina-sub: ବିଏଫ୍‌ସି ଫାଇନାନ୍ସ — [468, 1320, 596, 1340]
observers-col-header: Name of the Observers — [975, 587, 1073, 610]
doctor-1: DR. R. PRASAD — [776, 684, 896, 700]
ugramaali-question: ତାହା କାହାର ମାଲ ନା, ରଖିଛି କାହାର ଘରେ? — [1217, 351, 1417, 365]
vinayak-address: ଇଟାର ଭାରତ ସାମ୍ନା ଛକ ଛୋଟ LEWIS ROAD, PATNA, BIHAR — [897, 1429, 1059, 1448]
tariff-price: 1,500.00 — [255, 975, 360, 995]
color-display-ad — [1210, 1640, 1492, 1840]
notice-label: NOTICE — [1179, 510, 1249, 524]
rina-email: bharatloanonline@gmail.com — [457, 1609, 607, 1619]
ugramaali-sign: -ପୁରୀ ସାର୍ଥିକ ପ୍ରସ୍ତାବ — [1396, 409, 1484, 420]
observers-col-header: Sl. No. — [945, 587, 976, 610]
baba-photo — [1234, 1432, 1284, 1492]
women-col2: ପୁଲିସ ଓ ଉଦ୍ଧାରକାରୀ ଦଳ ଘଟଣାସ୍ଥଳରେ ପହଞ୍ଚି ମାଟି ତଳୁ ମୃତଦେହ ଉଦ୍ଧାର କରିଛନ୍ତି। ମୁଖ୍ୟମନ୍ତ୍ରୀ କେ. ଚନ୍ଦ୍ରଶେଖର ରାଓ ଏହି ଘଟଣାରେ ଗଭୀର ଶୋକ ପ୍ରକାଶ କରିଛନ୍ତି ଏବଂ ମୃତକଙ୍କ ପରିବାରକୁ ଆର୍ଥିକ ସହାୟତା ଘୋଷଣା କରିଛନ୍ତି। ଆହତଙ୍କ ଚିକିତ୍ସା ପାଇଁ ମଧ୍ୟ ବ୍ୟବସ୍ଥା କରାଯାଇଛି। — [282, 731, 538, 808]
piles-doctors — [750, 684, 922, 753]
observer-cell: 17-Puri PC (118-Chilika, 119-Ranpur & 122-Nayagarh) — [1238, 633, 1484, 656]
gold-phones: 90 90 90 2555, 90 90 90 3555 — [1325, 1557, 1477, 1567]
observer-cell: Dr. Shyamal Prasad Saikia, IPS — [975, 679, 1073, 712]
badrinnath-address: H.O.- Plot No. 114/616, Devaraj Mohalla, Bangalore- 570001 (Sundargarh, Odisha) — [675, 1185, 861, 1207]
piles-address: Near Budheswari Temple, ଗୋଲ ଫିଲ୍ଡ ପଛ ଦିଗ, CTC Road, BBSR — [608, 648, 884, 658]
color-rate: For 8 days: 20,000 — [1272, 1731, 1430, 1749]
tariff-size: 6 x 4 — [464, 955, 569, 975]
badrinnath-title: BADRINNATH FINANCE — [701, 1010, 835, 1053]
baba-name: ବାବା ଆଲାମ ଖାନ୍ — [1095, 1535, 1285, 1553]
notice-title: ପାଠକଙ୍କ ପାଇଁ ସୂଚନା — [442, 1756, 552, 1812]
piles-title: +PILES CLINIC+ — [613, 613, 879, 648]
lakshmi-title: ଲକ୍ଷ୍ମୀ ଫାଇନାନ୍ସ (ରେଜି.) — [1114, 1010, 1266, 1026]
